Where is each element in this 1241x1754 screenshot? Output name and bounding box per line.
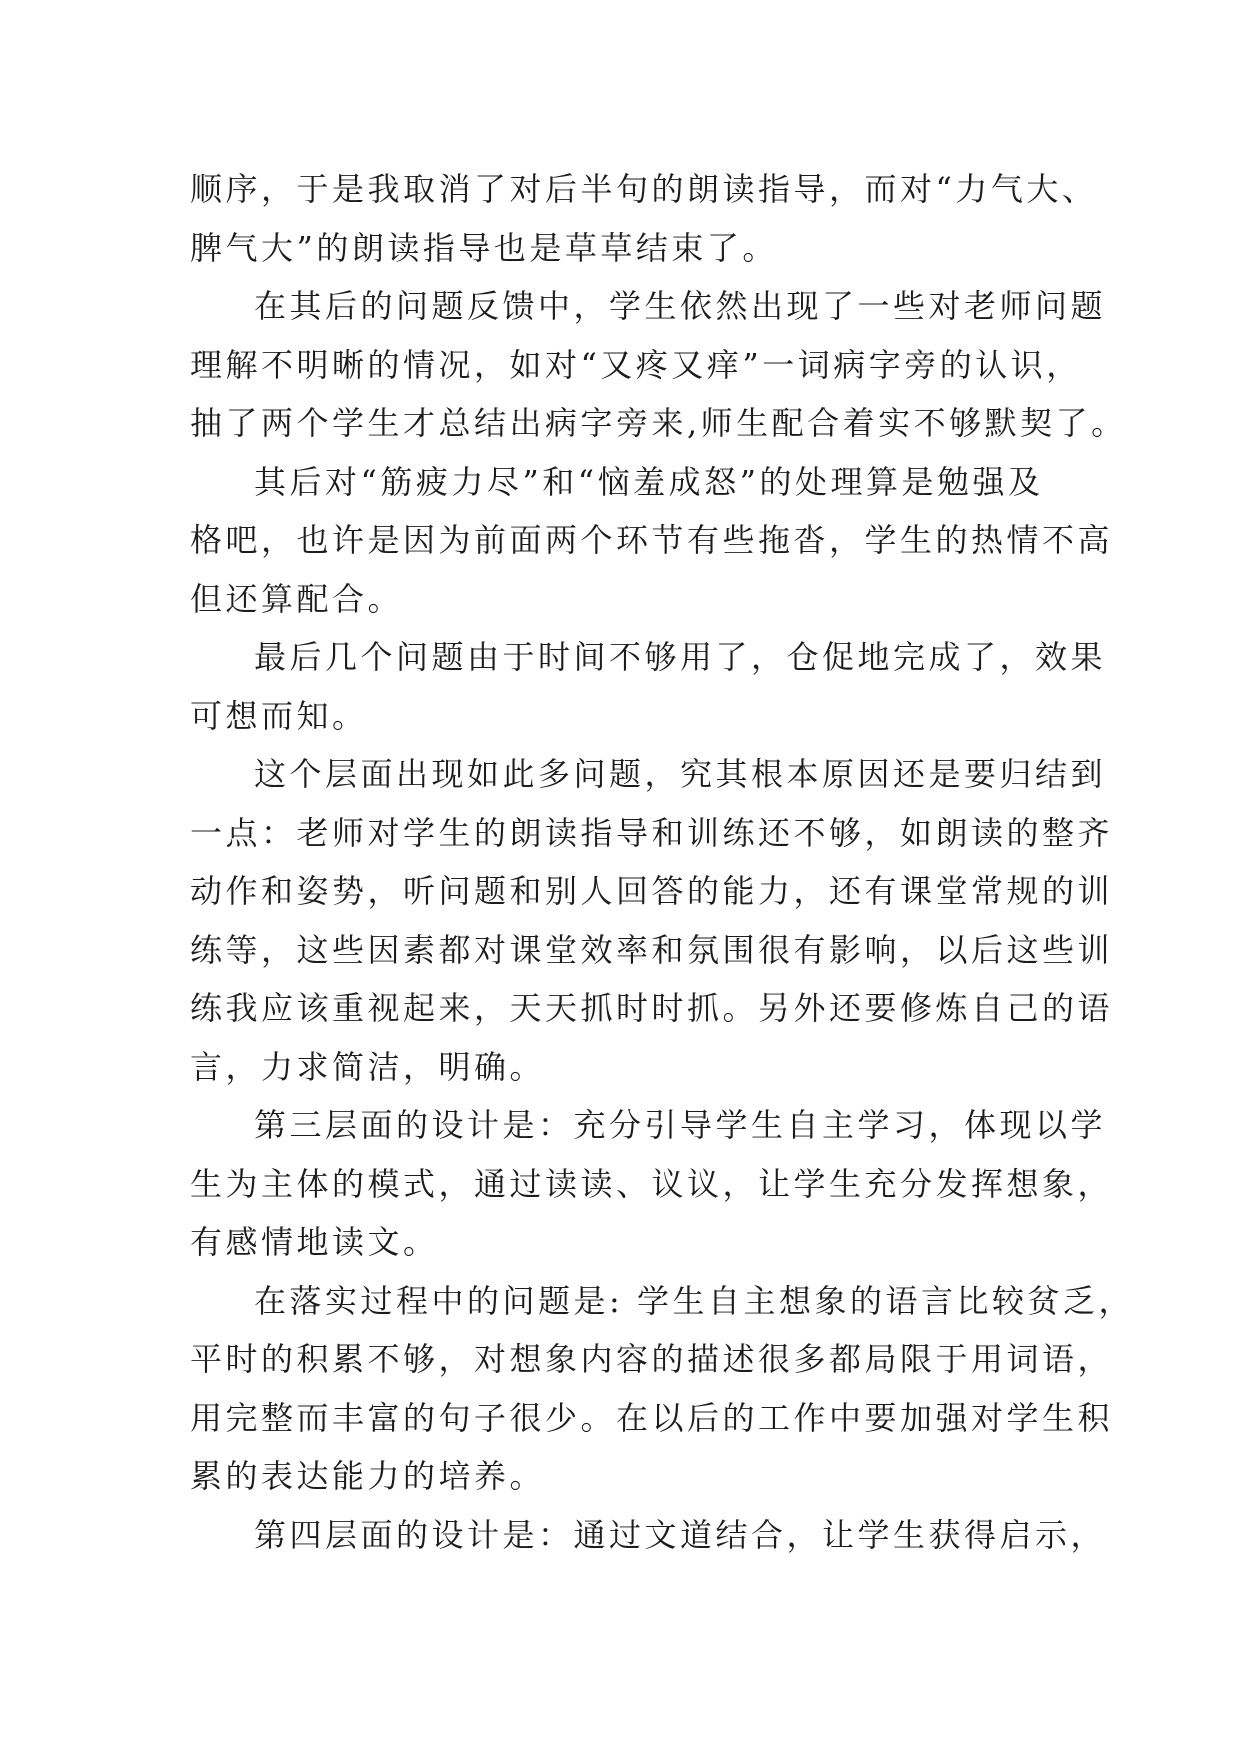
text-line: 生为主体的模式，通过读读、议议，让学生充分发挥想象，	[190, 1164, 1114, 1203]
text-line: 脾气大”的朗读指导也是草草结束了。	[190, 228, 778, 267]
text-line: 言，力求简洁，明确。	[190, 1047, 546, 1086]
text-line: 第四层面的设计是：通过文道结合，让学生获得启示，	[254, 1515, 1107, 1554]
text-line: 其后对“筋疲力尽”和“恼羞成怒”的处理算是勉强及	[254, 462, 1044, 501]
text-line: 在落实过程中的问题是: 学生自主想象的语言比较贫乏，	[254, 1281, 1134, 1320]
text-line: 顺序，于是我取消了对后半句的朗读指导，而对“力气大、	[190, 170, 1098, 208]
text-line: 动作和姿势，听问题和别人回答的能力，还有课堂常规的训	[190, 872, 1114, 910]
text-line: 练我应该重视起来，天天抓时时抓。另外还要修炼自己的语	[190, 989, 1114, 1027]
text-line: 抽了两个学生才总结出病字旁来,师生配合着实不够默契了。	[190, 404, 1127, 442]
text-line: 有感情地读文。	[190, 1223, 439, 1261]
text-line: 可想而知。	[190, 696, 368, 735]
text-line: 练等，这些因素都对课堂效率和氛围很有影响，以后这些训	[190, 930, 1114, 969]
text-line: 在其后的问题反馈中，学生依然出现了一些对老师问题	[254, 287, 1107, 325]
body-text	[190, 160, 1134, 1564]
text-line: 一点：老师对学生的朗读指导和训练还不够，如朗读的整齐	[190, 813, 1114, 852]
text-line: 这个层面出现如此多问题，究其根本原因还是要归结到	[254, 755, 1107, 793]
text-line: 格吧，也许是因为前面两个环节有些拖沓，学生的热情不高	[190, 521, 1114, 559]
text-line: 用完整而丰富的句子很少。在以后的工作中要加强对学生积	[190, 1398, 1114, 1437]
text-line: 第三层面的设计是：充分引导学生自主学习，体现以学	[254, 1106, 1107, 1144]
text-line: 理解不明晰的情况，如对“又疼又痒”一词病字旁的认识，	[190, 345, 1082, 384]
text-line: 平时的积累不够，对想象内容的描述很多都局限于用词语，	[190, 1340, 1114, 1378]
text-line: 累的表达能力的培养。	[190, 1457, 546, 1495]
text-line: 但还算配合。	[190, 579, 404, 618]
text-line: 最后几个问题由于时间不够用了，仓促地完成了，效果	[254, 638, 1107, 676]
